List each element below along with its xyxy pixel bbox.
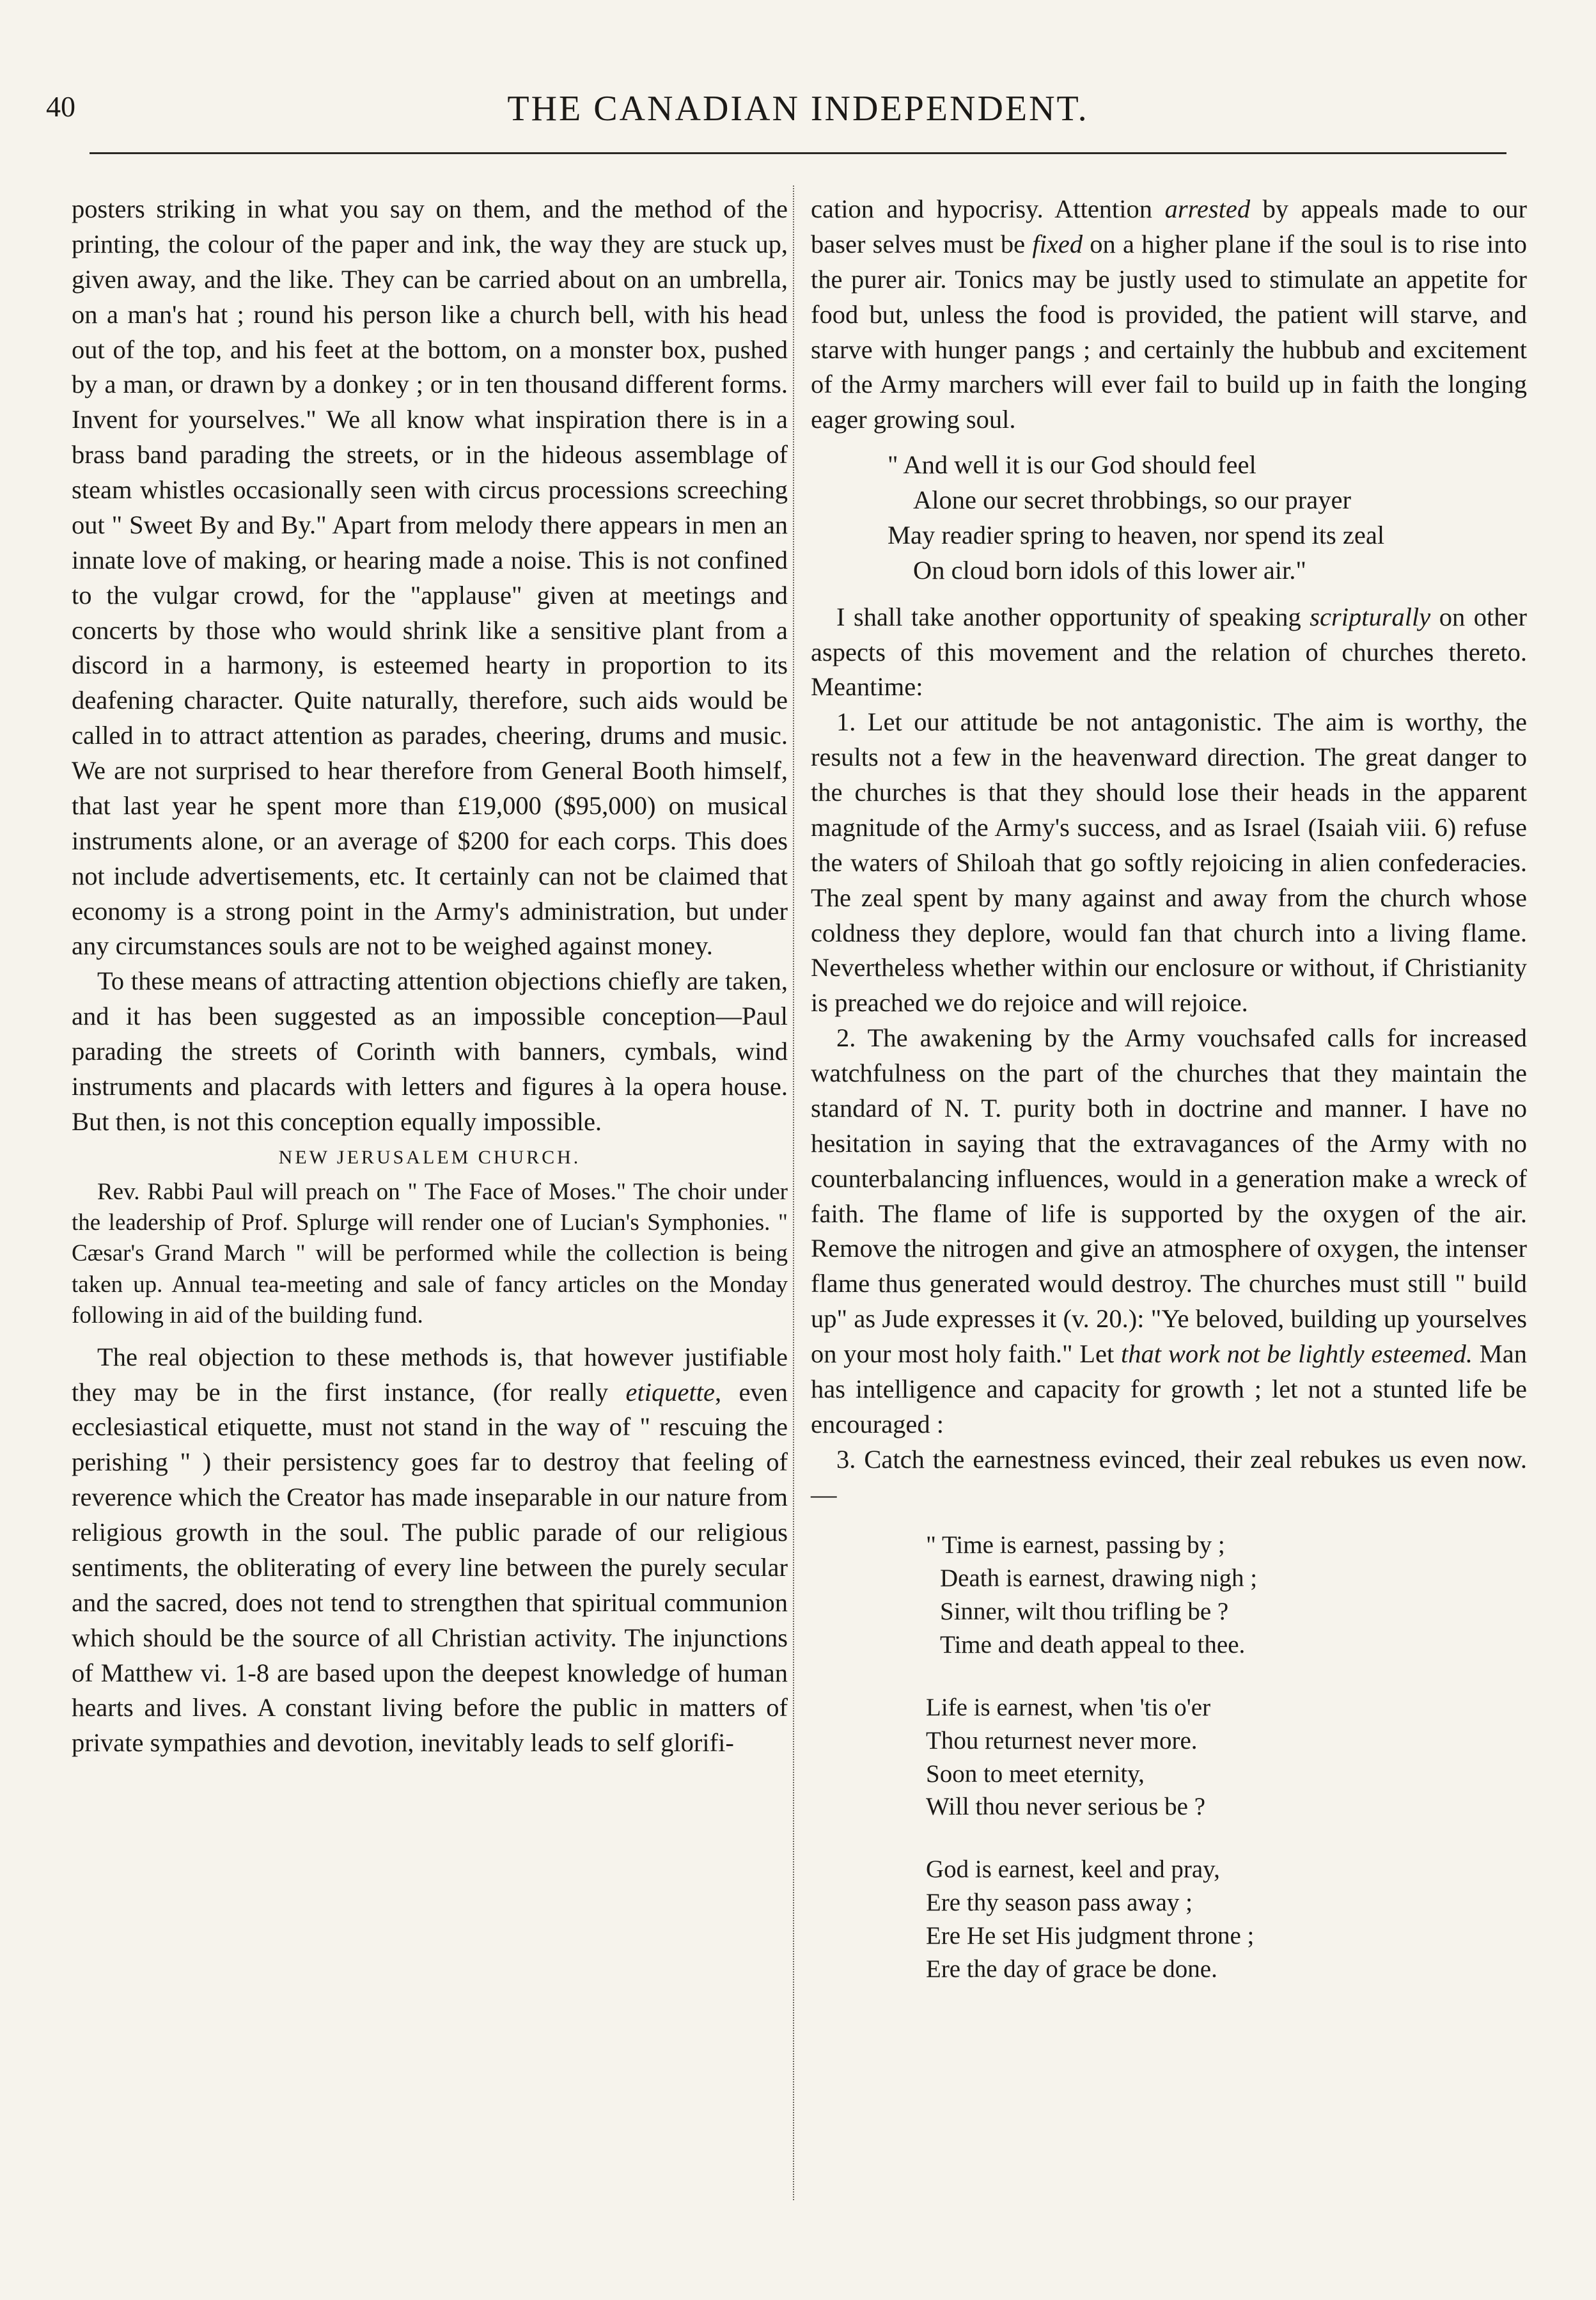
italic-text: arrested: [1164, 194, 1251, 223]
left-paragraph-2: To these means of attracting attention objections chiefly are taken, and it has been suggested as an impossible conception—Paul parading the streets of Corinth with banners, cymbals, wind instruments and placards with letters and figures à la opera house. But then, is not this conception equally impossible.: [72, 966, 788, 1136]
right-paragraph-1: [811, 192, 1527, 437]
poem-line: Death is earnest, drawing nigh ;: [940, 1564, 1258, 1593]
header-rule: [90, 152, 1506, 154]
italic-text: etiquette: [625, 1377, 715, 1406]
italic-text: fixed: [1032, 229, 1083, 258]
poem-line: Ere the day of grace be done.: [926, 1955, 1217, 1983]
left-column: [72, 192, 788, 1761]
text-run: , even ecclesiastical etiquette, must not stand in the way of " rescuing the perishing " ) their persistency goes far to destroy that feeling of reverence which the Creator has made inseparable in our nature from religious growth in the soul. The public parade of our religious sentiments, the obliterating of every line between the purely secular and the sacred, does not tend to strengthen that spiritual communion which should be the source of all Christian activity. The injunctions of Matthew vi. 1-8 are based upon the deepest knowledge of human hearts and lives. A constant living before the public in matters of private sympathies and devotion, inevitably leads to self glorifi-: [72, 1377, 788, 1758]
poem-line: Sinner, wilt thou trifling be ?: [940, 1598, 1229, 1626]
text-run: by appeals made to our baser selves must be: [811, 194, 1527, 258]
poem-line: Life is earnest, when 'tis o'er: [926, 1693, 1211, 1721]
page-number: 40: [46, 90, 75, 123]
verse-line: On cloud born idols of this lower air.": [913, 555, 1306, 585]
poem-line: Ere He set His judgment throne ;: [926, 1921, 1255, 1949]
church-announcement: Rev. Rabbi Paul will preach on " The Face of Moses." The choir under the leadership of Prof. Splurge will render one of Lucian's Symphonies. " Cæsar's Grand March " will be performed while the collection is being taken up. Annual tea-meeting and sale of fancy articles on the Monday following in aid of the building fund.: [72, 1179, 788, 1328]
numbered-point-3: 3. Catch the earnestness evinced, their zeal rebukes us even now.—: [811, 1444, 1527, 1509]
numbered-point-2: [811, 1021, 1527, 1442]
poem-line: Time and death appeal to thee.: [940, 1630, 1246, 1658]
text-run: on a higher plane if the soul is to rise into the purer air. Tonics may be justly used to stimulate an appetite for food but, unless the food is provided, the patient will starve, and starve with hunger pangs ; and certainly the hubbub and excitement of the Army marchers will ever fail to build up in faith the longing eager growing soul.: [811, 229, 1528, 434]
right-paragraph-2: [811, 600, 1527, 705]
spacer: [72, 1331, 788, 1340]
column-divider: [793, 185, 794, 2200]
poem-stanza: [926, 1529, 1527, 1661]
verse-line: Alone our secret throbbings, so our prayer: [913, 485, 1351, 514]
poem-line: " Time is earnest, passing by ;: [926, 1531, 1225, 1559]
numbered-point-1: 1. Let our attitude be not antagonistic. The aim is worthy, the results not a few in the heavenward direction. The great danger to the churches is that they should lose their heads in the apparent magnitude of the Army's success, and as Israel (Isaiah viii. 6) refuse the waters of Shiloah that go softly rejoicing in alien confederacies. The zeal spent by many against and away from the church whose coldness they deplore, would fan that church into a living flame. Nevertheless whether within our enclosure or without, if Christianity is preached we do rejoice and will rejoice.: [811, 707, 1527, 1018]
verse-line: May readier spring to heaven, nor spend its zeal: [888, 520, 1385, 549]
poem-line: Soon to meet eternity,: [926, 1760, 1145, 1788]
italic-text: that work not be lightly esteemed.: [1121, 1339, 1473, 1368]
quoted-verse: [888, 448, 1527, 588]
text-run: The real objection to these methods is, that however justifiable they may be in the first instance, (for really: [72, 1342, 788, 1406]
text-run: on other aspects of this movement and the relation of churches thereto. Meantime:: [811, 602, 1527, 702]
text-run: cation and hypocrisy. Attention: [811, 194, 1165, 223]
poem-line: Ere thy season pass away ;: [926, 1889, 1193, 1917]
verse-line: " And well it is our God should feel: [888, 450, 1256, 480]
right-column: [811, 192, 1527, 2015]
poem-line: Thou returnest never more.: [926, 1726, 1198, 1754]
poem-line: Will thou never serious be ?: [926, 1793, 1206, 1821]
left-paragraph-1: posters striking in what you say on them, and the method of the printing, the colour of the paper and ink, the way they are stuck up, given away, and the like. They can be carried about on an umbrella, on a man's hat ; round his person like a church bell, with his head out of the top, and his feet at the bottom, on a monster box, pushed by a man, or drawn by a donkey ; or in ten thousand different forms. Invent for yourselves." We all know what inspiration there is in a brass band parading the streets, or in the hideous assemblage of steam whistles occasionally seen with circus processions screeching out " Sweet By and By." Apart from melody there appears in men an innate love of making, or hearing made a noise. This is not confined to the vulgar crowd, for the "applause" given at meetings and concerts by those who would shrink like a sensitive plant from a discord in a harmony, is esteemed hearty in proportion to its deafening character. Quite naturally, therefore, such aids would be called in to attract attention as parades, cheering, drums and music. We are not surprised to hear therefore from General Booth himself, that last year he spent more than £19,000 ($95,000) on musical instruments alone, or an average of $200 for each corps. This does not include advertisements, etc. It certainly can not be claimed that economy is a strong point in the Army's administration, but under any circumstances souls are not to be weighed against money.: [72, 194, 788, 961]
poem-line: God is earnest, keel and pray,: [926, 1855, 1220, 1884]
poem-stanza: [926, 1691, 1527, 1823]
italic-text: scripturally: [1310, 602, 1431, 631]
left-paragraph-3: [72, 1340, 788, 1761]
section-subheading: NEW JERUSALEM CHURCH.: [278, 1146, 581, 1168]
text-run: Man has intelligence and capacity for growth ; let not a stunted life be encouraged :: [811, 1339, 1527, 1438]
text-run: I shall take another opportunity of speaking: [836, 602, 1310, 631]
running-head: THE CANADIAN INDEPENDENT.: [507, 89, 1089, 129]
poem-stanza: [926, 1853, 1527, 1985]
text-run: 2. The awakening by the Army vouchsafed calls for increased watchfulness on the part of the churches that they maintain the standard of N. T. purity both in doctrine and manner. I have no hesitation in saying that the extravagances of the Army with no counterbalancing influences, would in a generation make a wreck of faith. The flame of life is supported by the oxygen of the air. Remove the nitrogen and give an atmosphere of oxygen, the intenser flame thus generated would destroy. The churches must still " build up" as Jude expresses it (v. 20.): "Ye beloved, building up yourselves on your most holy faith." Let: [811, 1023, 1527, 1368]
hymn-poem: [926, 1529, 1527, 1985]
